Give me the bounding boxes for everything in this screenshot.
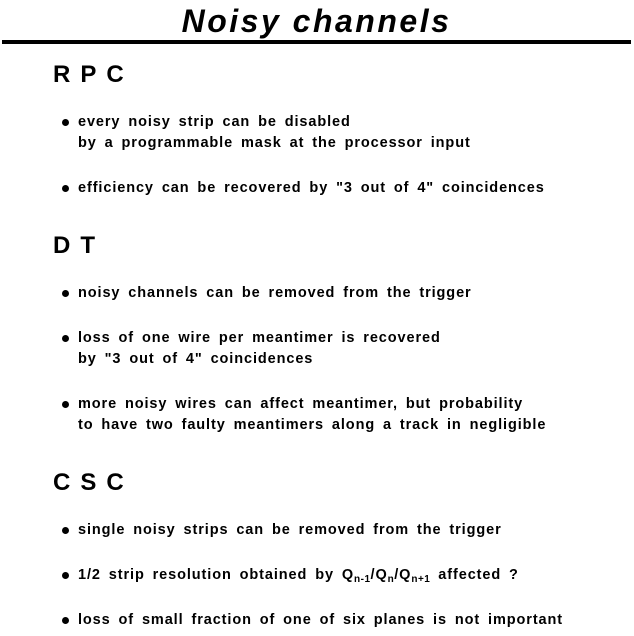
bullet-text (78, 112, 471, 154)
bullet-text (78, 394, 546, 436)
bullet-line: noisy channels can be removed from the trigger (78, 285, 472, 301)
bullet-line: by a programmable mask at the processor input (78, 135, 471, 151)
section-csc (53, 470, 606, 631)
bullet-item (53, 520, 606, 541)
section-heading: RPC (53, 61, 134, 88)
bullet-text (78, 565, 519, 586)
section-rpc (53, 62, 606, 199)
section-heading: CSC (53, 469, 134, 496)
slide-header (2, 0, 631, 44)
bullet-text (78, 283, 472, 304)
bullet-icon (62, 401, 69, 408)
bullet-item (53, 112, 606, 154)
bullet-line: single noisy strips can be removed from the trigger (78, 522, 502, 538)
bullet-item (53, 565, 606, 586)
bullet-item (53, 178, 606, 199)
bullet-line: efficiency can be recovered by "3 out of 4" coincidences (78, 180, 545, 196)
bullet-icon (62, 617, 69, 624)
bullet-item (53, 610, 606, 631)
bullet-text (78, 610, 563, 631)
slide-body (0, 62, 634, 631)
bullet-line: loss of small fraction of one of six planes is not important (78, 612, 563, 628)
bullet-text (78, 178, 545, 199)
bullet-item (53, 394, 606, 436)
bullet-line: by "3 out of 4" coincidences (78, 351, 314, 367)
bullet-list (53, 520, 606, 631)
section-heading: DT (53, 232, 105, 259)
bullet-list (53, 112, 606, 199)
bullet-line: loss of one wire per meantimer is recovered (78, 330, 441, 346)
bullet-text (78, 520, 502, 541)
bullet-list (53, 283, 606, 436)
bullet-item (53, 328, 606, 370)
page-title: Noisy channels (181, 3, 452, 39)
bullet-item (53, 283, 606, 304)
bullet-text (78, 328, 441, 370)
bullet-line: every noisy strip can be disabled (78, 114, 351, 130)
bullet-icon (62, 335, 69, 342)
bullet-icon (62, 119, 69, 126)
bullet-icon (62, 185, 69, 192)
bullet-icon (62, 572, 69, 579)
bullet-line: to have two faulty meantimers along a track in negligible (78, 417, 547, 433)
bullet-icon (62, 290, 69, 297)
bullet-line: 1/2 strip resolution obtained by $Q_{n-1}/Q_n/Q_{n+1}$ affected ? (78, 567, 519, 585)
bullet-line: more noisy wires can affect meantimer, but probability (78, 396, 524, 412)
bullet-icon (62, 527, 69, 534)
section-dt (53, 233, 606, 436)
